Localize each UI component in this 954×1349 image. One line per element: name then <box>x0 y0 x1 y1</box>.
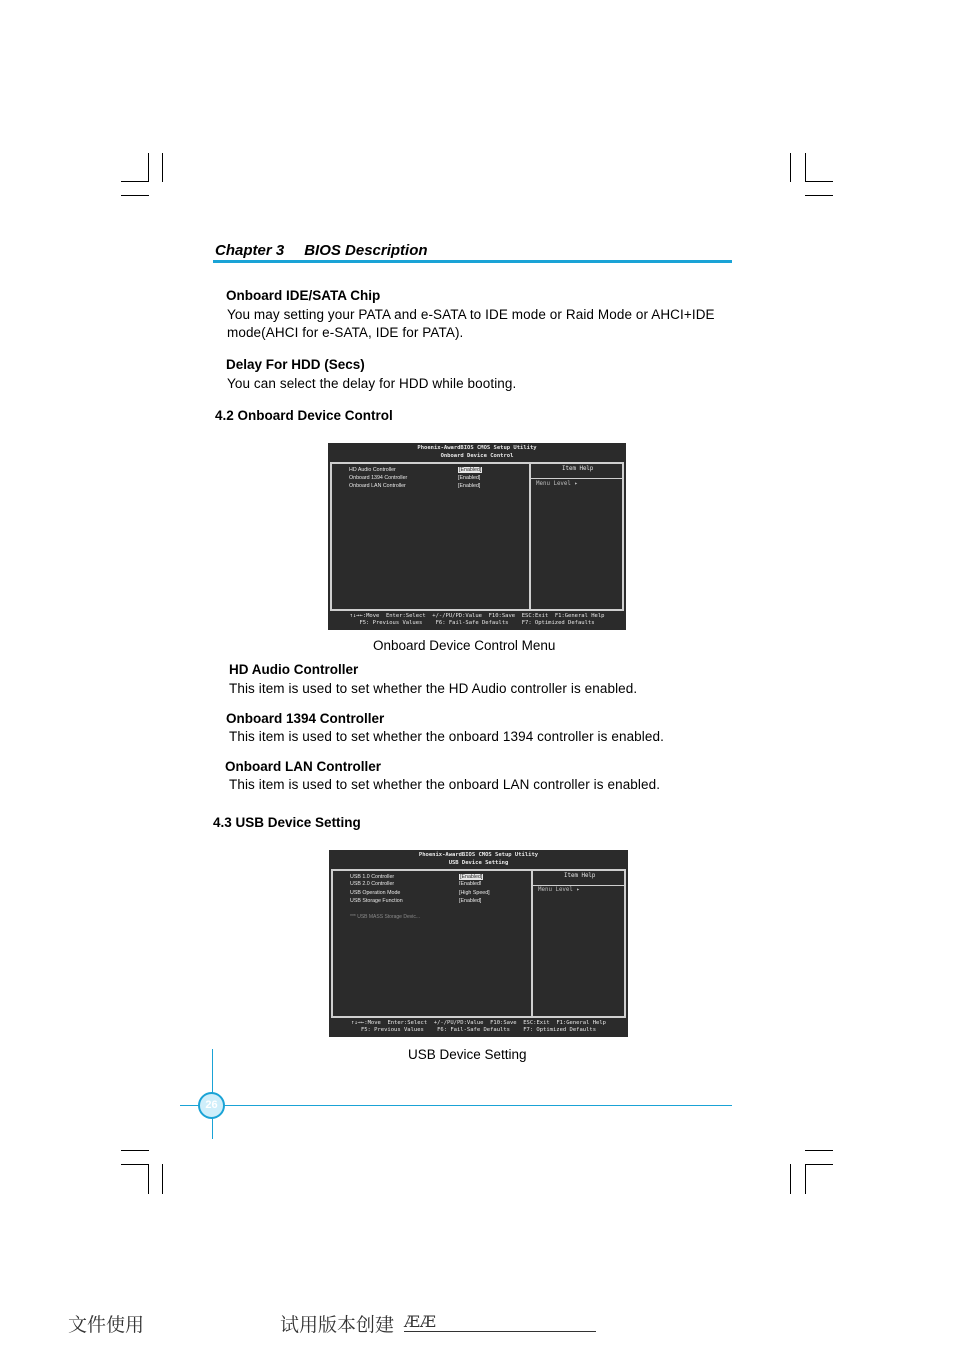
page-number: 26 <box>198 1092 225 1119</box>
lan-heading: Onboard LAN Controller <box>225 759 381 774</box>
hd-audio-heading: HD Audio Controller <box>229 662 359 677</box>
delay-hdd-text: You can select the delay for HDD while booting. <box>227 376 517 391</box>
chapter-header <box>215 242 428 259</box>
ide-sata-text-line1: You may setting your PATA and e-SATA to IDE mode or Raid Mode or AHCI+IDE <box>227 307 715 322</box>
bios-item-label[interactable]: USB 1.0 Controller <box>350 874 395 880</box>
page-marker-horizontal-line <box>180 1105 732 1106</box>
section-4-3-heading: 4.3 USB Device Setting <box>213 815 361 830</box>
bios-item-value[interactable]: [Enabled] <box>460 874 483 880</box>
bios-item-value[interactable]: [Enabled] <box>459 467 482 473</box>
watermark-right-text: 试用版本创建 <box>280 1314 395 1336</box>
bios-item-label[interactable]: USB Storage Function <box>350 898 403 904</box>
chapter-number: Chapter 3 <box>215 242 285 259</box>
bios-item-value[interactable]: [High Speed] <box>459 890 490 896</box>
bios2-caption: USB Device Setting <box>408 1047 527 1062</box>
bios-subtitle: USB Device Setting <box>448 860 509 866</box>
bios-divider <box>529 464 531 609</box>
bios-subtitle: Onboard Device Control <box>440 453 514 459</box>
bios-footer-defaults: F5: Previous Values F6: Fail-Safe Defaults F7: Optimized Defaults <box>360 1027 597 1033</box>
bios-item-value[interactable]: [Enabled] <box>459 881 482 885</box>
bios-footer-keys: ↑↓→←:Move Enter:Select +/-/PU/PD:Value F10:Save ESC:Exit F1:General Help <box>349 613 605 619</box>
bios-item-label[interactable]: USB 2.0 Controller <box>350 881 395 885</box>
header-rule <box>213 260 732 263</box>
bios-item-help-title: Item Help <box>564 873 596 879</box>
bios-menu-level: Menu Level ▸ <box>538 887 580 893</box>
bios-screen-onboard-device <box>328 443 626 630</box>
chapter-title: BIOS Description <box>304 242 428 259</box>
lan-text: This item is used to set whether the onboard LAN controller is enabled. <box>229 777 661 792</box>
watermark-tag: ÆÆ <box>404 1312 437 1331</box>
bios-item-label[interactable]: Onboard 1394 Controller <box>349 475 408 481</box>
hd-audio-text: This item is used to set whether the HD Audio controller is enabled. <box>229 681 638 696</box>
bios-mass-storage-header: *** USB MASS Storage Devic... <box>350 914 421 920</box>
bios-item-value[interactable]: [Enabled] <box>458 475 481 481</box>
bios-title: Phoenix-AwardBIOS CMOS Setup Utility <box>418 852 539 858</box>
bios-item-label[interactable]: HD Audio Controller <box>349 467 396 473</box>
bios1-caption: Onboard Device Control Menu <box>373 638 556 653</box>
bios-screen-usb <box>329 850 628 1037</box>
bios-footer-defaults: F5: Previous Values F6: Fail-Safe Defaults F7: Optimized Defaults <box>359 620 595 626</box>
bios-item-label[interactable]: Onboard LAN Controller <box>349 483 406 489</box>
ide-sata-heading: Onboard IDE/SATA Chip <box>226 288 381 303</box>
bios-divider <box>531 871 533 1016</box>
ide-sata-text-line2: mode(AHCI for e-SATA, IDE for PATA). <box>227 325 464 340</box>
bios-menu-level: Menu Level ▸ <box>536 481 578 487</box>
bios-help-divider <box>533 885 624 886</box>
c1394-heading: Onboard 1394 Controller <box>226 711 385 726</box>
bios-item-help-title: Item Help <box>562 466 594 472</box>
section-4-2-heading: 4.2 Onboard Device Control <box>215 408 393 423</box>
c1394-text: This item is used to set whether the onboard 1394 controller is enabled. <box>229 729 664 744</box>
watermark-left-text: 文件使用 <box>68 1314 145 1336</box>
bios-item-value[interactable]: [Enabled] <box>459 898 482 904</box>
bios-help-divider <box>531 478 622 479</box>
watermark-underline <box>404 1331 596 1332</box>
bios-footer-keys: ↑↓→←:Move Enter:Select +/-/PU/PD:Value F10:Save ESC:Exit F1:General Help <box>351 1020 606 1026</box>
delay-hdd-heading: Delay For HDD (Secs) <box>226 357 365 372</box>
bios-item-value[interactable]: [Enabled] <box>458 483 481 489</box>
bios-title: Phoenix-AwardBIOS CMOS Setup Utility <box>417 445 537 451</box>
bios-item-label[interactable]: USB Operation Mode <box>350 890 401 896</box>
